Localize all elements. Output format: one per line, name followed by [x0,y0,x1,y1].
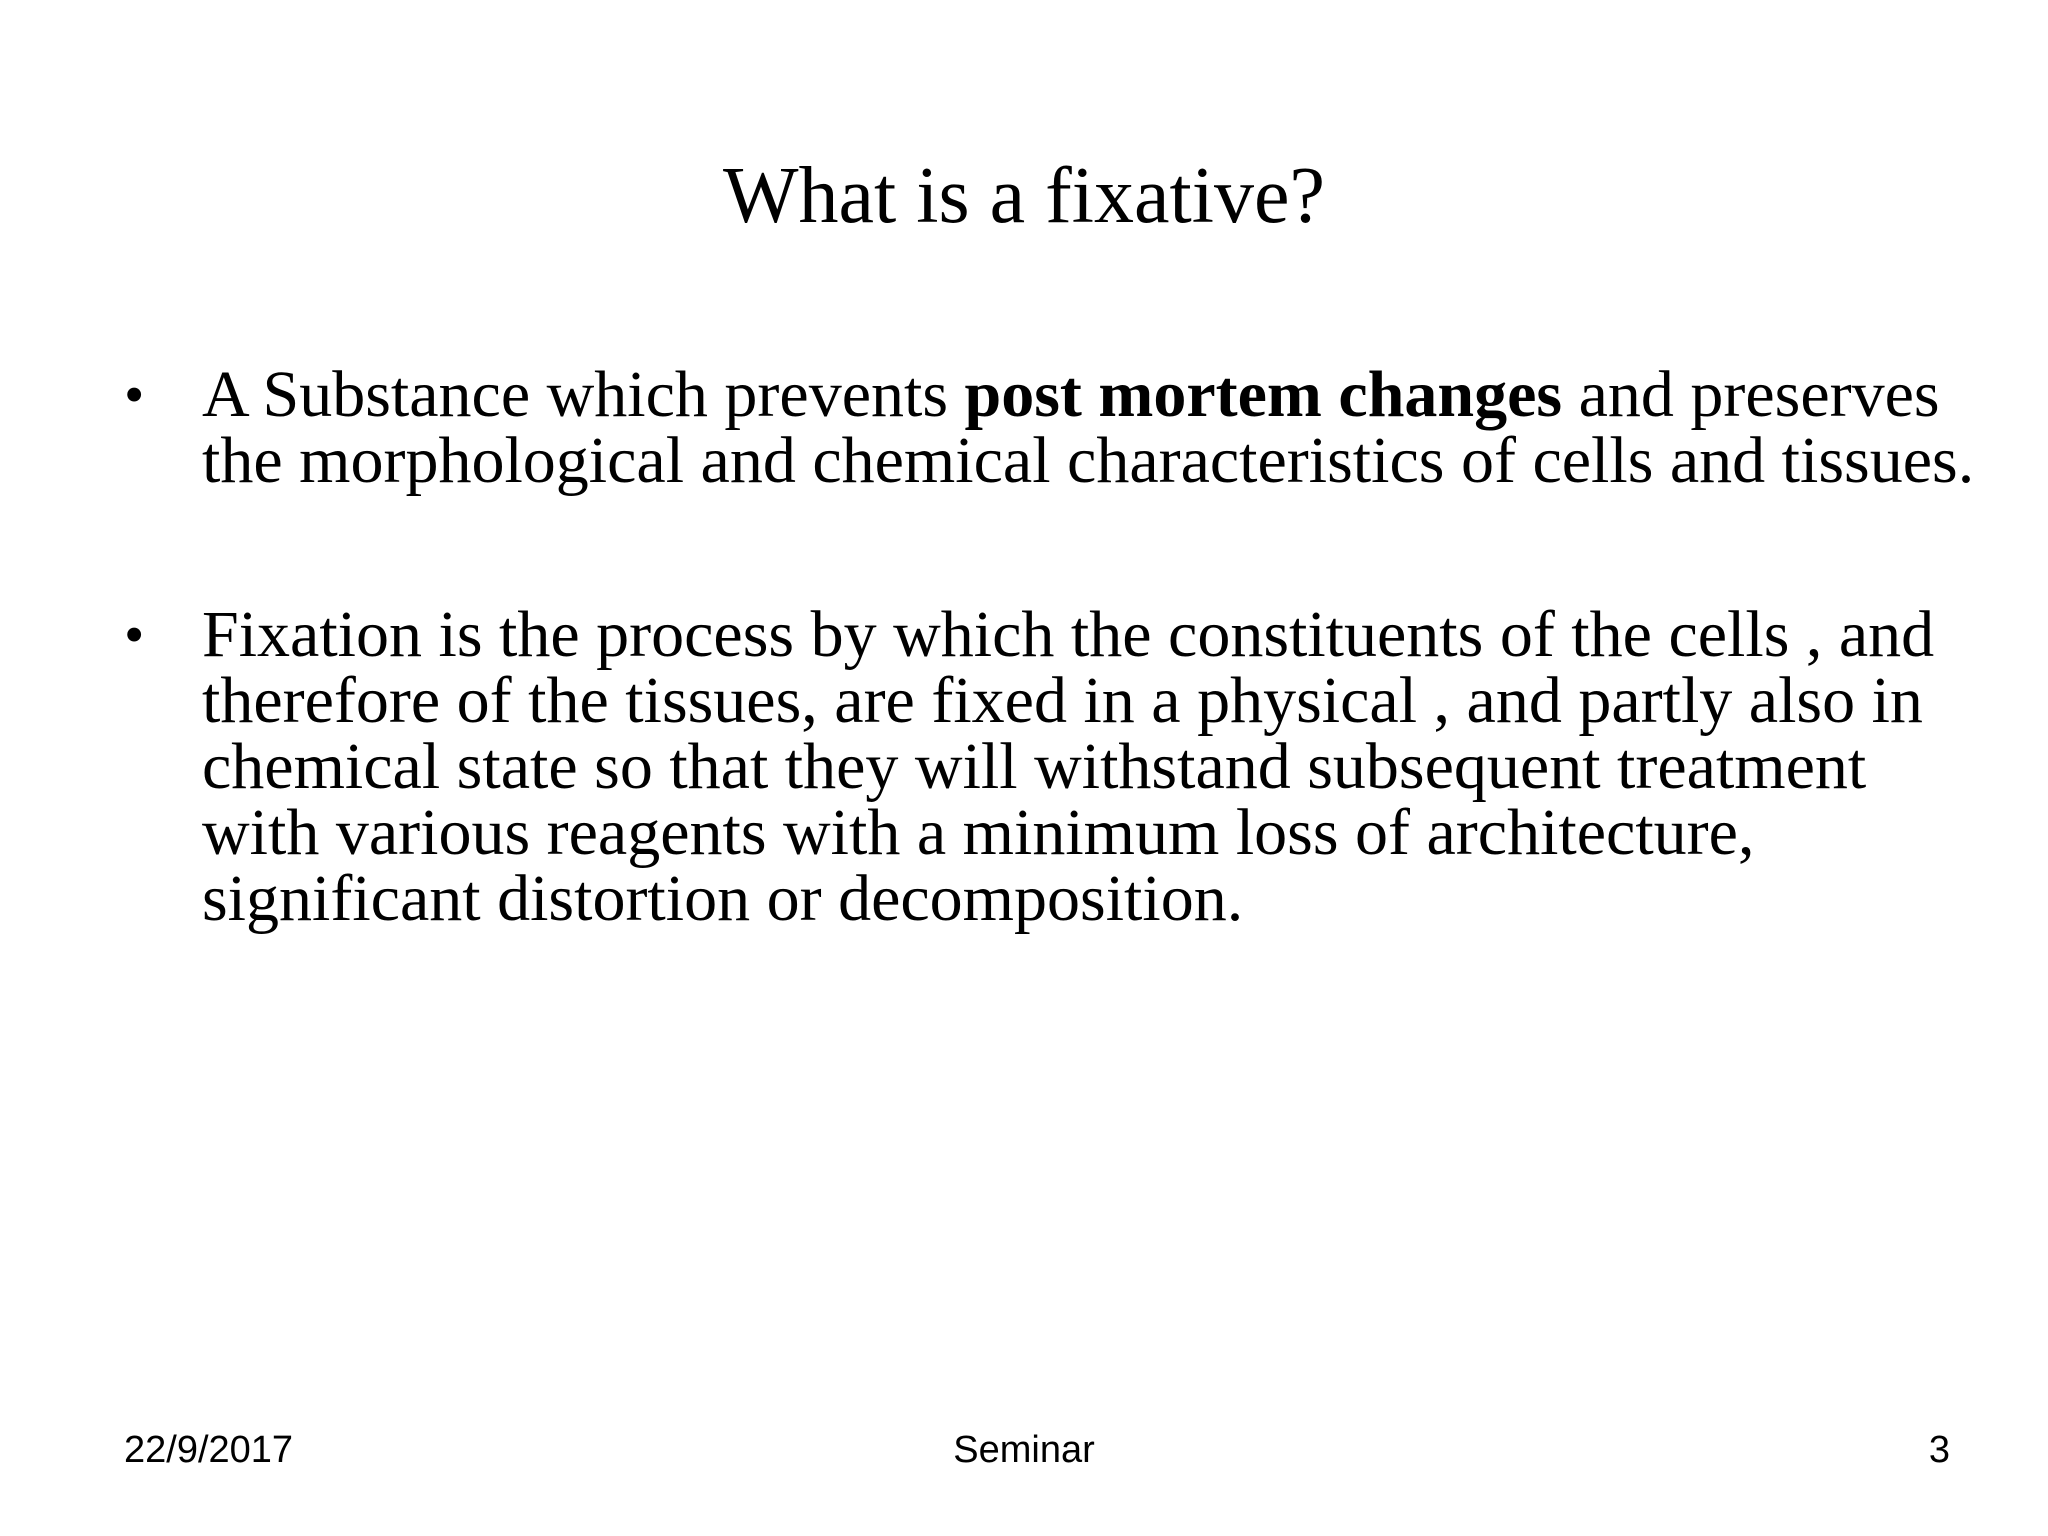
bullet-text-bold: post mortem changes [964,358,1563,431]
bullet-list [0,358,2048,935]
bullet-icon: • [124,602,145,667]
page-number: 3 [1928,1429,1950,1471]
bullet-text-end: and preserves the morphological and chemical characteristics of cells and tissues. [202,358,1975,497]
bullet-item [0,598,2048,935]
footer-title: Seminar [953,1429,1095,1471]
bullet-text [202,358,1988,497]
bullet-icon: • [124,362,145,427]
slide-title: What is a fixative? [723,152,1325,240]
bullet-text: Fixation is the process by which the constituents of the cells , and therefore of the tissues, are fixed in a physical , and partly also in chemical state so that they will withstand subsequent treatment with various reagents with a minimum loss of architecture, significant distortion or decomposition. [202,598,1935,935]
bullet-item [0,358,2048,497]
bullet-text-start: A Substance which prevents [202,358,965,431]
footer-date: 22/9/2017 [124,1429,294,1471]
